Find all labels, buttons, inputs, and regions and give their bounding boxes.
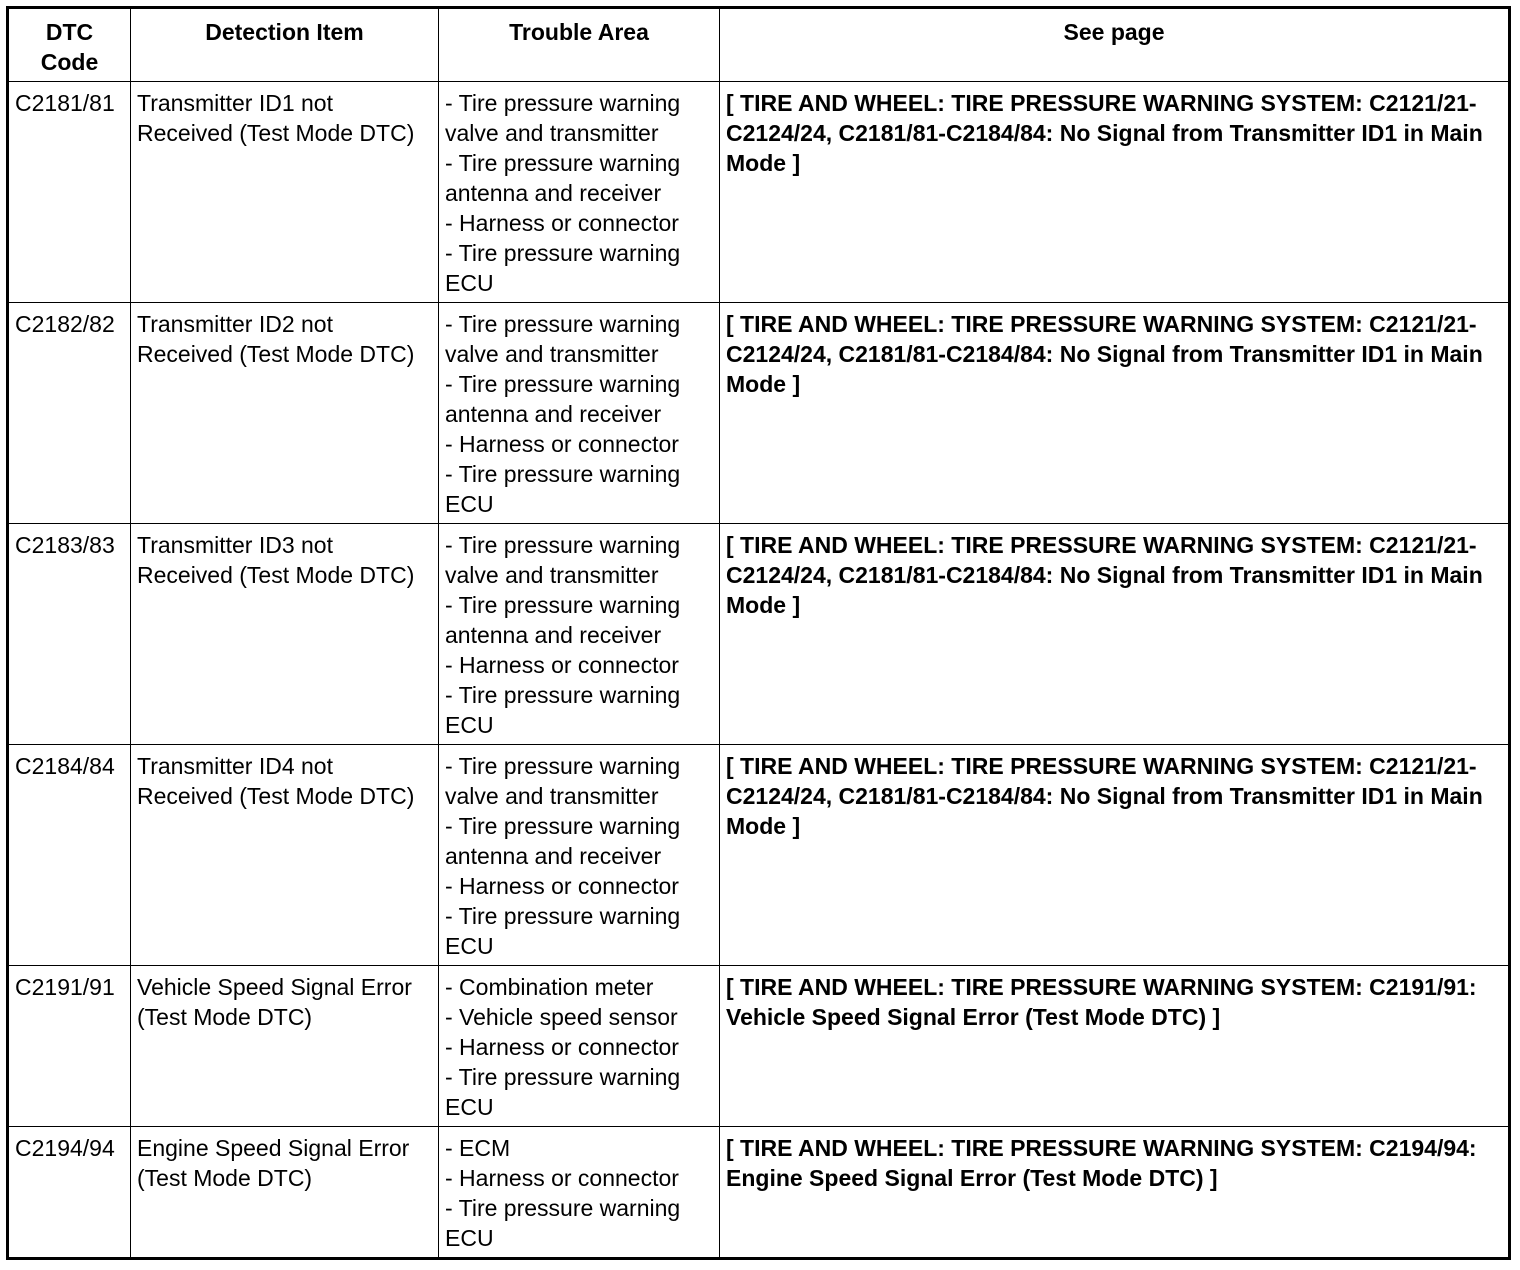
table-header-row: [8, 8, 1510, 82]
trouble-area-cell: [439, 966, 720, 1127]
see-page-link[interactable]: [ TIRE AND WHEEL: TIRE PRESSURE WARNING SYSTEM: C2121/21-C2124/24, C2181/81-C2184/84: No Signal from Transmitter ID1 in Main Mode ]: [720, 303, 1510, 524]
header-detection-item: Detection Item: [131, 8, 439, 82]
dtc-table: [6, 6, 1511, 1260]
detection-item-cell: Transmitter ID2 not Received (Test Mode DTC): [131, 303, 439, 524]
table-row: [8, 524, 1510, 745]
detection-item-cell: Engine Speed Signal Error (Test Mode DTC): [131, 1127, 439, 1259]
table-row: [8, 966, 1510, 1127]
trouble-area-line: - Tire pressure warning ECU: [445, 682, 681, 738]
table-row: [8, 1127, 1510, 1259]
see-page-link[interactable]: [ TIRE AND WHEEL: TIRE PRESSURE WARNING SYSTEM: C2121/21-C2124/24, C2181/81-C2184/84: No Signal from Transmitter ID1 in Main Mode ]: [720, 82, 1510, 303]
header-see-page: See page: [720, 8, 1510, 82]
dtc-code-cell: C2183/83: [8, 524, 131, 745]
trouble-area-cell: [439, 82, 720, 303]
see-page-link[interactable]: [ TIRE AND WHEEL: TIRE PRESSURE WARNING SYSTEM: C2121/21-C2124/24, C2181/81-C2184/84: No Signal from Transmitter ID1 in Main Mode ]: [720, 524, 1510, 745]
trouble-area-cell: [439, 1127, 720, 1259]
detection-item-cell: Transmitter ID3 not Received (Test Mode DTC): [131, 524, 439, 745]
trouble-area-line: - Tire pressure warning valve and transmitter: [445, 753, 681, 809]
table-row: [8, 82, 1510, 303]
trouble-area-line: - Tire pressure warning ECU: [445, 240, 681, 296]
trouble-area-line: - Harness or connector: [445, 431, 679, 457]
trouble-area-line: - Harness or connector: [445, 210, 679, 236]
trouble-area-line: - Tire pressure warning valve and transmitter: [445, 90, 681, 146]
trouble-area-line: - Tire pressure warning antenna and receiver: [445, 813, 681, 869]
trouble-area-line: - Tire pressure warning antenna and receiver: [445, 592, 681, 648]
trouble-area-line: - Tire pressure warning valve and transmitter: [445, 311, 681, 367]
see-page-link[interactable]: [ TIRE AND WHEEL: TIRE PRESSURE WARNING SYSTEM: C2194/94: Engine Speed Signal Error (Test Mode DTC) ]: [720, 1127, 1510, 1259]
trouble-area-cell: [439, 745, 720, 966]
trouble-area-line: - Tire pressure warning antenna and receiver: [445, 150, 681, 206]
trouble-area-line: - Combination meter: [445, 974, 654, 1000]
dtc-code-cell: C2181/81: [8, 82, 131, 303]
trouble-area-line: - Harness or connector: [445, 873, 679, 899]
trouble-area-line: - Harness or connector: [445, 652, 679, 678]
header-trouble-area: Trouble Area: [439, 8, 720, 82]
trouble-area-line: - Tire pressure warning valve and transmitter: [445, 532, 681, 588]
dtc-code-cell: C2194/94: [8, 1127, 131, 1259]
see-page-link[interactable]: [ TIRE AND WHEEL: TIRE PRESSURE WARNING SYSTEM: C2121/21-C2124/24, C2181/81-C2184/84: No Signal from Transmitter ID1 in Main Mode ]: [720, 745, 1510, 966]
detection-item-cell: Vehicle Speed Signal Error (Test Mode DTC): [131, 966, 439, 1127]
detection-item-cell: Transmitter ID1 not Received (Test Mode DTC): [131, 82, 439, 303]
trouble-area-line: - Vehicle speed sensor: [445, 1004, 678, 1030]
trouble-area-line: - Harness or connector: [445, 1165, 679, 1191]
dtc-code-cell: C2182/82: [8, 303, 131, 524]
see-page-link[interactable]: [ TIRE AND WHEEL: TIRE PRESSURE WARNING SYSTEM: C2191/91: Vehicle Speed Signal Error (Test Mode DTC) ]: [720, 966, 1510, 1127]
trouble-area-line: - Tire pressure warning ECU: [445, 461, 681, 517]
table-row: [8, 303, 1510, 524]
trouble-area-line: - Harness or connector: [445, 1034, 679, 1060]
trouble-area-line: - Tire pressure warning ECU: [445, 1064, 681, 1120]
detection-item-cell: Transmitter ID4 not Received (Test Mode DTC): [131, 745, 439, 966]
trouble-area-line: - Tire pressure warning ECU: [445, 1195, 681, 1251]
trouble-area-line: - ECM: [445, 1135, 511, 1161]
table-row: [8, 745, 1510, 966]
trouble-area-line: - Tire pressure warning ECU: [445, 903, 681, 959]
trouble-area-cell: [439, 303, 720, 524]
trouble-area-line: - Tire pressure warning antenna and receiver: [445, 371, 681, 427]
header-dtc-code: DTC Code: [8, 8, 131, 82]
trouble-area-cell: [439, 524, 720, 745]
dtc-code-cell: C2184/84: [8, 745, 131, 966]
dtc-code-cell: C2191/91: [8, 966, 131, 1127]
